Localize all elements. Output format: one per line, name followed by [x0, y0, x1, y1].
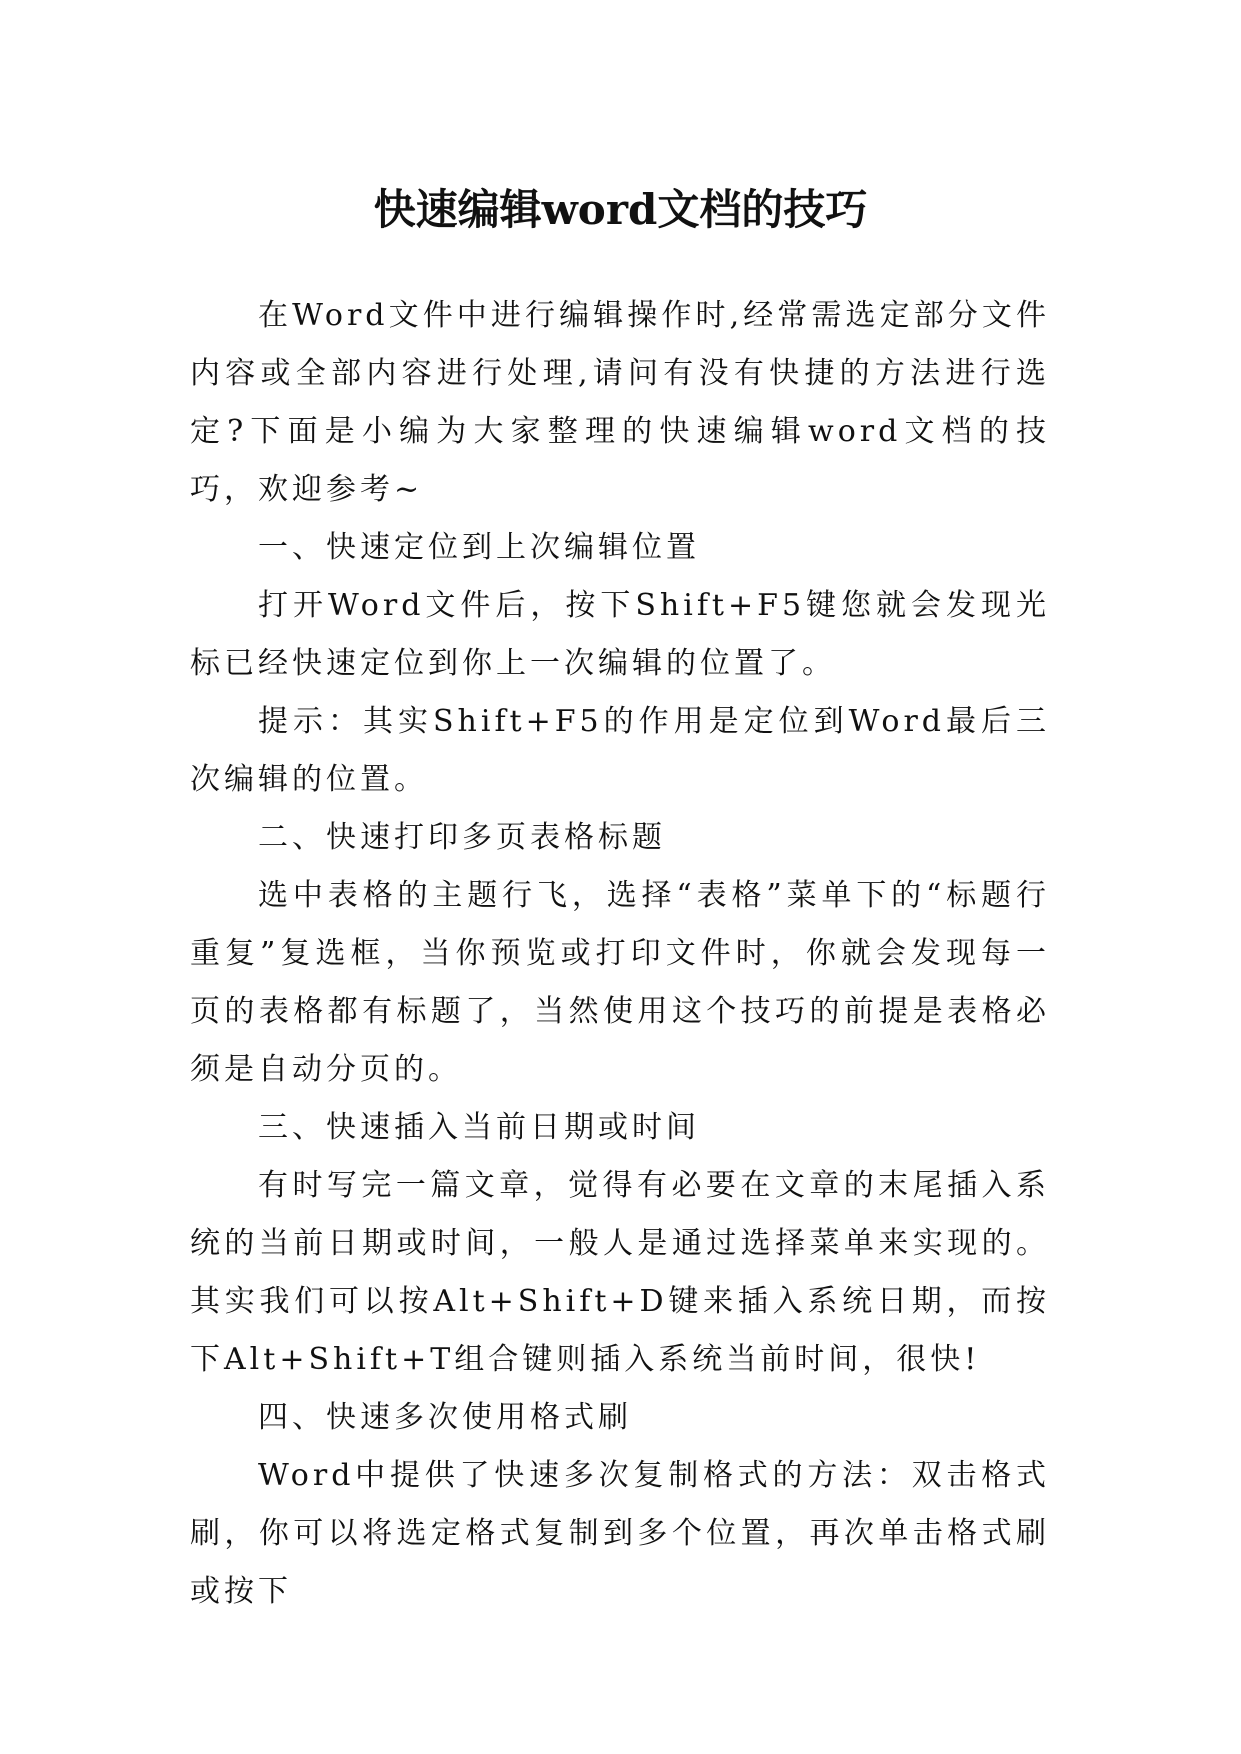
section-2-paragraph: 选中表格的主题行飞，选择“表格”菜单下的“标题行重复”复选框，当你预览或打印文件时，你就会发现每一页的表格都有标题了，当然使用这个技巧的前提是表格必须是自动分页的。: [190, 878, 1050, 1087]
section-3-paragraph: 有时写完一篇文章，觉得有必要在文章的末尾插入系统的当前日期或时间，一般人是通过选择菜单来实现的。其实我们可以按Alt+Shift+D键来插入系统日期，而按下Alt+Shift+T组合键则插入系统当前时间，很快!: [190, 1168, 1050, 1377]
document-title: 快速编辑word文档的技巧: [373, 185, 868, 235]
section-heading-2: 二、快速打印多页表格标题: [258, 820, 666, 855]
section-heading-1: 一、快速定位到上次编辑位置: [258, 530, 700, 565]
section-heading-4: 四、快速多次使用格式刷: [258, 1400, 632, 1435]
document-body: [190, 287, 1050, 1621]
section-heading-3: 三、快速插入当前日期或时间: [258, 1110, 700, 1145]
section-4-paragraph: Word中提供了快速多次复制格式的方法：双击格式刷，你可以将选定格式复制到多个位置，再次单击格式刷或按下: [190, 1458, 1050, 1609]
section-1-tip: 提示：其实Shift+F5的作用是定位到Word最后三次编辑的位置。: [190, 704, 1050, 797]
intro-paragraph: 在Word文件中进行编辑操作时,经常需选定部分文件内容或全部内容进行处理,请问有没有快捷的方法进行选定?下面是小编为大家整理的快速编辑word文档的技巧，欢迎参考~: [190, 298, 1050, 507]
section-1-paragraph: 打开Word文件后，按下Shift+F5键您就会发现光标已经快速定位到你上一次编辑的位置了。: [190, 588, 1050, 681]
